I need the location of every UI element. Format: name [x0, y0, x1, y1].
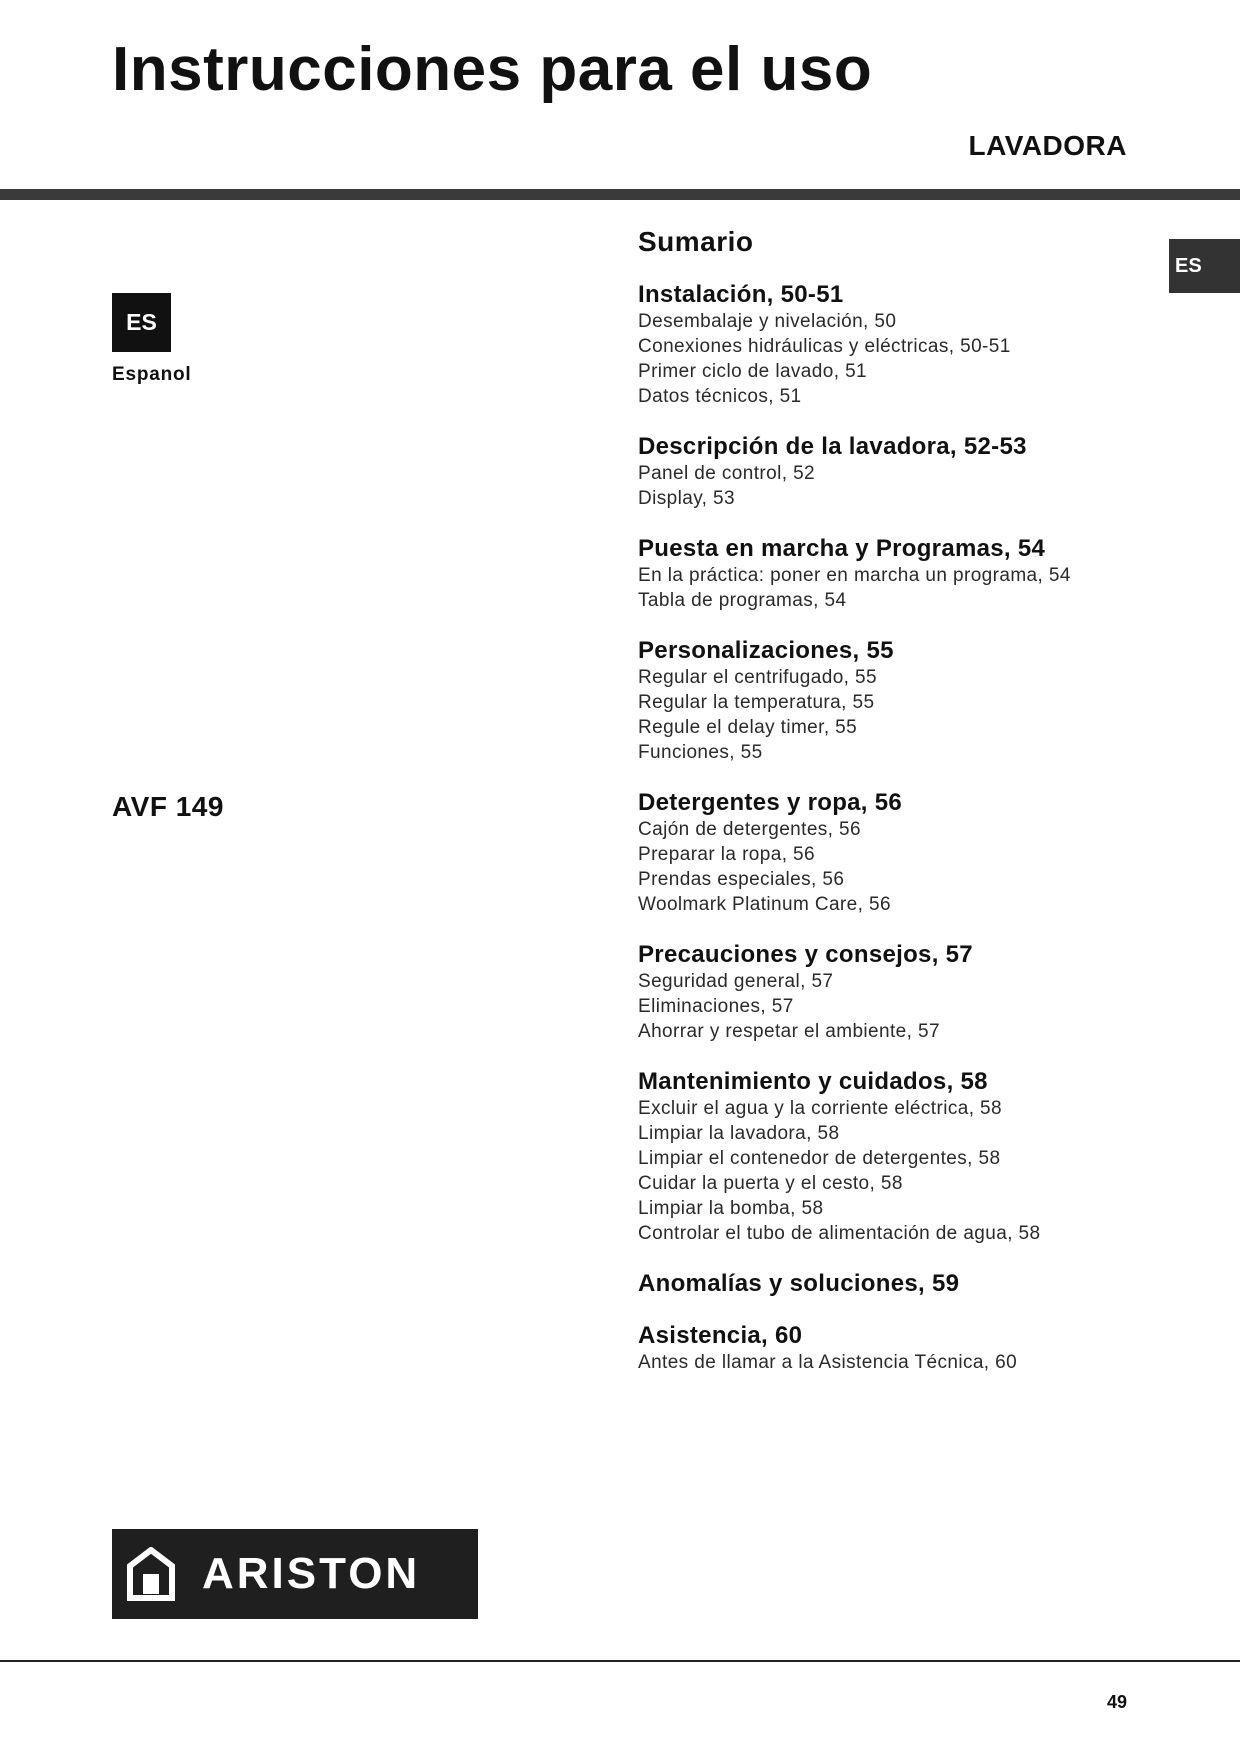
- toc-item: Cajón de detergentes, 56: [638, 818, 861, 840]
- language-badge: ES: [112, 293, 171, 352]
- language-side-tab: ES: [1169, 239, 1240, 293]
- toc-section-title: Descripción de la lavadora, 52-53: [638, 432, 1027, 460]
- toc-item: Antes de llamar a la Asistencia Técnica, 60: [638, 1351, 1018, 1373]
- toc-item: Desembalaje y nivelación, 50: [638, 310, 897, 332]
- toc-item: Conexiones hidráulicas y eléctricas, 50-51: [638, 335, 1011, 357]
- toc-section-title: Mantenimiento y cuidados, 58: [638, 1067, 988, 1095]
- toc-section-title: Puesta en marcha y Programas, 54: [638, 534, 1046, 562]
- toc-item: Limpiar la bomba, 58: [638, 1197, 824, 1219]
- brand-name: ARISTON: [202, 1549, 421, 1598]
- toc-item: Woolmark Platinum Care, 56: [638, 893, 891, 915]
- toc-item: Regule el delay timer, 55: [638, 716, 858, 738]
- toc-item: En la práctica: poner en marcha un programa, 54: [638, 564, 1071, 586]
- toc-item: Regular el centrifugado, 55: [638, 666, 877, 688]
- toc-section: [638, 432, 1168, 511]
- toc-item: Prendas especiales, 56: [638, 868, 845, 890]
- toc-item: Datos técnicos, 51: [638, 385, 802, 407]
- product-type: LAVADORA: [968, 130, 1127, 161]
- toc-item: Limpiar el contenedor de detergentes, 58: [638, 1147, 1001, 1169]
- toc-item: Eliminaciones, 57: [638, 995, 794, 1017]
- brand-logo: [112, 1529, 478, 1619]
- toc-section: [638, 280, 1168, 409]
- toc-item: Excluir el agua y la corriente eléctrica, 58: [638, 1097, 1002, 1119]
- toc-section-title: Personalizaciones, 55: [638, 636, 894, 664]
- toc-item: Panel de control, 52: [638, 462, 816, 484]
- toc-section: [638, 636, 1168, 765]
- page-number: 49: [1106, 1692, 1127, 1712]
- toc-item: Controlar el tubo de alimentación de agua, 58: [638, 1222, 1041, 1244]
- toc-heading: Sumario: [638, 226, 754, 257]
- footer-divider: [0, 1660, 1240, 1662]
- toc-item: Primer ciclo de lavado, 51: [638, 360, 868, 382]
- toc-section: [638, 788, 1168, 917]
- language-name: Espanol: [112, 364, 192, 385]
- toc-section: [638, 1321, 1168, 1375]
- toc-item: Display, 53: [638, 487, 735, 509]
- toc-section: [638, 1067, 1168, 1246]
- toc-item: Preparar la ropa, 56: [638, 843, 815, 865]
- toc-item: Regular la temperatura, 55: [638, 691, 875, 713]
- page-title: Instrucciones para el uso: [112, 35, 873, 104]
- toc-section-title: Asistencia, 60: [638, 1321, 803, 1349]
- toc-section-title: Instalación, 50-51: [638, 280, 844, 308]
- toc-section: [638, 940, 1168, 1044]
- toc-sections: [638, 280, 1168, 1375]
- header-divider: [0, 189, 1240, 200]
- toc-item: Funciones, 55: [638, 741, 763, 763]
- toc-section-title: Detergentes y ropa, 56: [638, 788, 903, 816]
- toc-item: Cuidar la puerta y el cesto, 58: [638, 1172, 903, 1194]
- toc-section-title: Precauciones y consejos, 57: [638, 940, 973, 968]
- toc-item: Tabla de programas, 54: [638, 589, 847, 611]
- toc-item: Limpiar la lavadora, 58: [638, 1122, 840, 1144]
- table-of-contents: [638, 227, 1168, 1398]
- toc-section: [638, 1269, 1168, 1298]
- house-icon: [126, 1547, 176, 1601]
- toc-section-title: Anomalías y soluciones, 59: [638, 1269, 960, 1297]
- toc-item: Ahorrar y respetar el ambiente, 57: [638, 1020, 940, 1042]
- model-name: AVF 149: [112, 791, 224, 822]
- toc-item: Seguridad general, 57: [638, 970, 834, 992]
- toc-section: [638, 534, 1168, 613]
